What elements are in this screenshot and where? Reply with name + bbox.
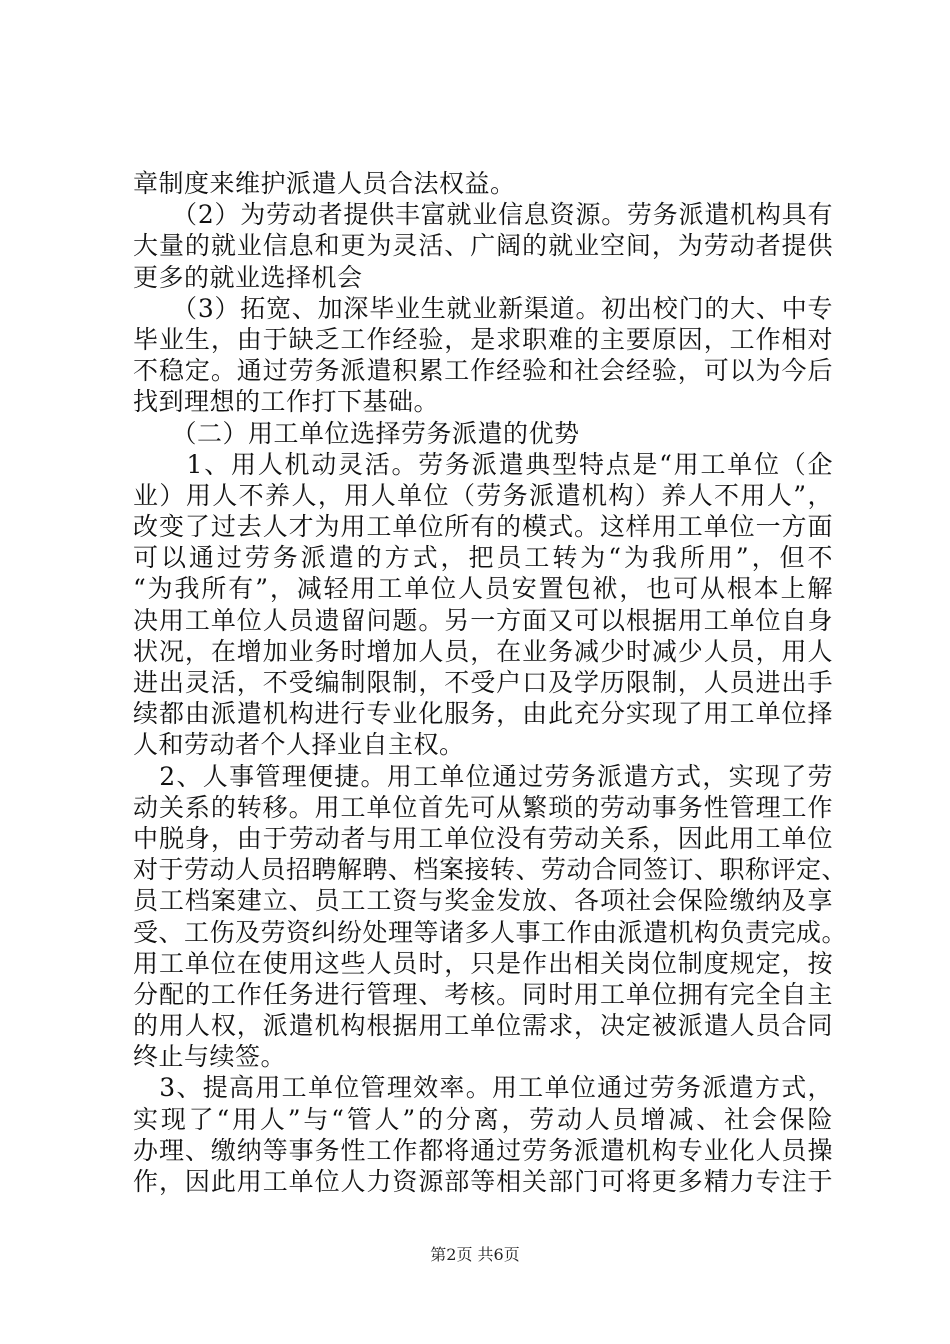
text-line: 可以通过劳务派遣的方式，把员工转为“为我所用”，但不 <box>133 543 833 573</box>
text-line: 受、工伤及劳资纠纷处理等诸多人事工作由派遣机构负责完成。 <box>133 917 848 947</box>
text-line: 大量的就业信息和更为灵活、广阔的就业空间，为劳动者提供 <box>133 231 833 261</box>
text-line: “为我所有”，减轻用工单位人员安置包袱，也可从根本上解 <box>133 574 833 604</box>
text-line: 3、提高用工单位管理效率。用工单位通过劳务派遣方式， <box>133 1073 833 1103</box>
text-line: 业）用人不养人，用人单位（劳务派遣机构）养人不用人”， <box>133 480 833 510</box>
text-line: 1、用人机动灵活。劳务派遣典型特点是“用工单位（企 <box>133 449 833 479</box>
text-line: 2、人事管理便捷。用工单位通过劳务派遣方式，实现了劳 <box>133 761 833 791</box>
text-line: 找到理想的工作打下基础。 <box>133 387 440 417</box>
text-line: 作，因此用工单位人力资源部等相关部门可将更多精力专注于 <box>133 1167 833 1196</box>
text-line: （二）用工单位选择劳务派遣的优势 <box>133 418 580 448</box>
text-line: 进出灵活，不受编制限制，不受户口及学历限制，人员进出手 <box>133 668 833 697</box>
text-line: 对于劳动人员招聘解聘、档案接转、劳动合同签订、职称评定、 <box>133 855 848 885</box>
text-line: 动关系的转移。用工单位首先可从繁琐的劳动事务性管理工作 <box>133 792 833 822</box>
text-line: 用工单位在使用这些人员时，只是作出相关岗位制度规定，按 <box>133 948 833 978</box>
text-line: 更多的就业选择机会 <box>133 262 363 292</box>
text-line: 人和劳动者个人择业自主权。 <box>133 730 465 760</box>
text-line: 员工档案建立、员工工资与奖金发放、各项社会保险缴纳及享 <box>133 886 833 916</box>
text-line: 分配的工作任务进行管理、考核。同时用工单位拥有完全自主 <box>133 979 833 1009</box>
text-line: 不稳定。通过劳务派遣积累工作经验和社会经验，可以为今后 <box>133 356 833 386</box>
text-line: 中脱身，由于劳动者与用工单位没有劳动关系，因此用工单位 <box>133 823 833 853</box>
text-line: 续都由派遣机构进行专业化服务，由此充分实现了用工单位择 <box>133 699 833 729</box>
text-line: 毕业生，由于缺乏工作经验，是求职难的主要原因，工作相对 <box>133 324 833 354</box>
text-line: （2）为劳动者提供丰富就业信息资源。劳务派遣机构具有 <box>133 200 833 230</box>
text-line: （3）拓宽、加深毕业生就业新渠道。初出校门的大、中专 <box>133 293 833 323</box>
text-line: 状况，在增加业务时增加人员，在业务减少时减少人员，用人 <box>133 636 833 666</box>
page-footer: 第2页 共6页 <box>430 1245 520 1264</box>
text-line: 终止与续签。 <box>133 1042 287 1072</box>
text-line: 的用人权，派遣机构根据用工单位需求，决定被派遣人员合同 <box>133 1011 833 1041</box>
text-line: 实现了“用人”与“管人”的分离，劳动人员增减、社会保险 <box>133 1104 833 1134</box>
text-line: 决用工单位人员遗留问题。另一方面又可以根据用工单位自身 <box>133 605 833 635</box>
text-line: 章制度来维护派遣人员合法权益。 <box>133 169 516 198</box>
text-line: 改变了过去人才为用工单位所有的模式。这样用工单位一方面 <box>133 512 833 542</box>
body-text <box>133 168 848 1197</box>
text-line: 办理、缴纳等事务性工作都将通过劳务派遣机构专业化人员操 <box>133 1135 833 1165</box>
